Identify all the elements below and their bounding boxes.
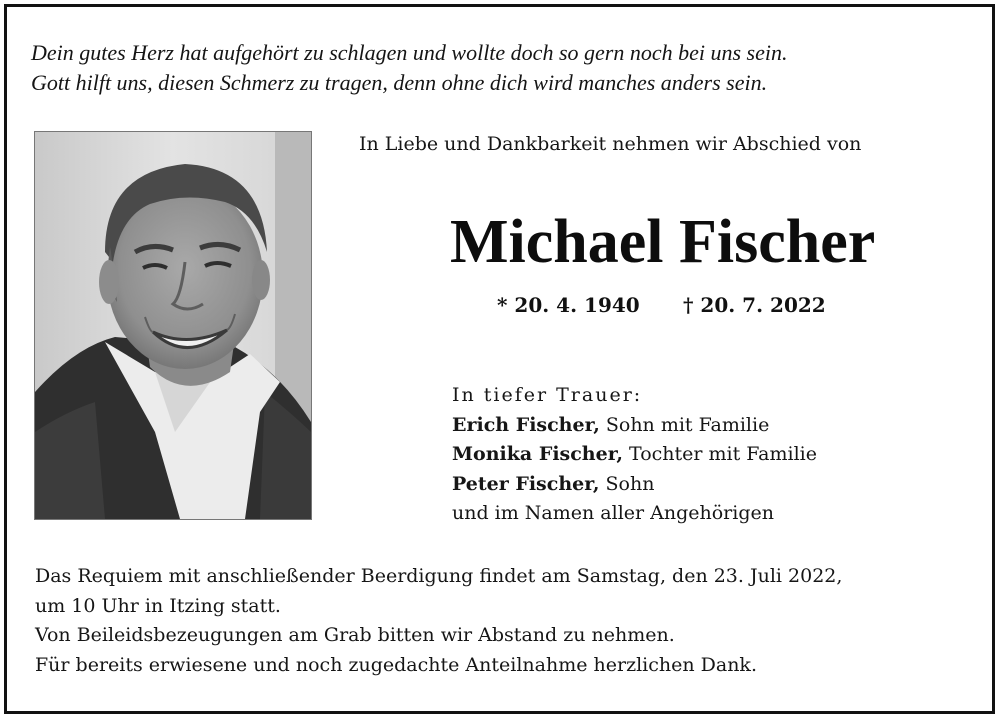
mourner-name: Monika Fischer, xyxy=(452,443,623,465)
notice-line: Für bereits erwiesene und noch zugedachte Anteilnahme herzlichen Dank. xyxy=(35,653,757,676)
mourner-entry xyxy=(452,411,817,441)
memorial-verse xyxy=(31,38,787,98)
portrait-photo xyxy=(34,131,312,520)
notice-line: Das Requiem mit anschließender Beerdigung findet am Samstag, den 23. Juli 2022, xyxy=(35,565,843,587)
mourner-name: Erich Fischer, xyxy=(452,413,600,436)
deceased-name: Michael Fischer xyxy=(450,208,876,276)
verse-line: Gott hilft uns, diesen Schmerz zu tragen, denn ohne dich wird manches anders sein. xyxy=(31,70,768,95)
mourner-relation: Sohn mit Familie xyxy=(599,413,770,436)
birth-date: * 20. 4. 1940 xyxy=(497,293,640,317)
verse-line: Dein gutes Herz hat aufgehört zu schlagen und wollte doch so gern noch bei uns sein. xyxy=(31,40,788,65)
mourning-heading: In tiefer Trauer: xyxy=(452,384,643,406)
mourner-name: Peter Fischer, xyxy=(452,472,600,495)
farewell-intro: In Liebe und Dankbarkeit nehmen wir Abschied von xyxy=(359,133,862,155)
death-date: † 20. 7. 2022 xyxy=(683,293,826,317)
mourner-entry xyxy=(452,470,817,500)
portrait-illustration xyxy=(35,132,311,519)
mourning-closing: und im Namen aller Angehörigen xyxy=(452,502,774,524)
notice-line: um 10 Uhr in Itzing statt. xyxy=(35,594,281,617)
notice-line: Von Beileidsbezeugungen am Grab bitten wir Abstand zu nehmen. xyxy=(35,624,675,646)
funeral-notice xyxy=(35,562,842,680)
mourner-relation: Tochter mit Familie xyxy=(622,443,817,465)
mourner-relation: Sohn xyxy=(599,472,655,495)
mourner-entry xyxy=(452,440,817,470)
mourners-list xyxy=(452,381,817,529)
